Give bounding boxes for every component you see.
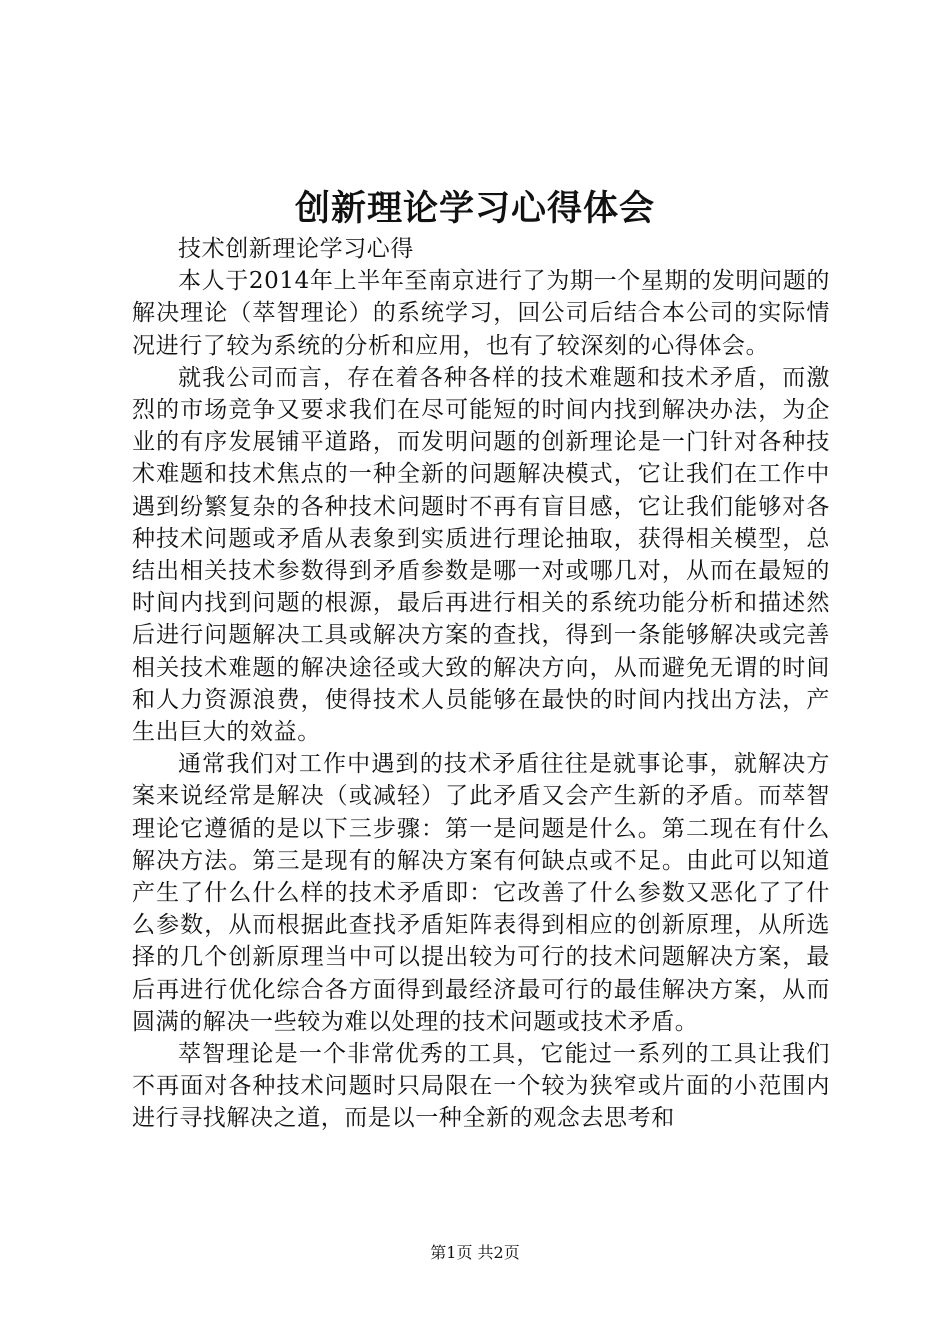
paragraph-subtitle: 技术创新理论学习心得	[178, 236, 414, 262]
page-footer: 第1页 共2页	[430, 1243, 520, 1262]
document-title: 创新理论学习心得体会	[294, 188, 655, 229]
document-body	[132, 233, 830, 1135]
paragraph: 就我公司而言，存在着各种各样的技术难题和技术矛盾，而激烈的市场竞争又要求我们在尽可能短的时间内找到解决办法，为企业的有序发展铺平道路，而发明问题的创新理论是一门针对各种技术难题和技术焦点的一种全新的问题解决模式，它让我们在工作中遇到纷繁复杂的各种技术问题时不再有盲目感，它让我们能够对各种技术问题或矛盾从表象到实质进行理论抽取，获得相关模型，总结出相关技术参数得到矛盾参数是哪一对或哪几对，从而在最短的时间内找到问题的根源，最后再进行相关的系统功能分析和描述然后进行问题解决工具或解决方案的查找，得到一条能够解决或完善相关技术难题的解决途径或大致的解决方向，从而避免无谓的时间和人力资源浪费，使得技术人员能够在最快的时间内找出方法，产生出巨大的效益。	[132, 364, 830, 746]
paragraph: 本人于2014年上半年至南京进行了为期一个星期的发明问题的解决理论（萃智理论）的系统学习，回公司后结合本公司的实际情况进行了较为系统的分析和应用，也有了较深刻的心得体会。	[132, 268, 830, 359]
paragraph: 萃智理论是一个非常优秀的工具，它能过一系列的工具让我们不再面对各种技术问题时只局限在一个较为狭窄或片面的小范围内进行寻找解决之道，而是以一种全新的观念去思考和	[132, 1041, 830, 1132]
paragraph: 通常我们对工作中遇到的技术矛盾往往是就事论事，就解决方案来说经常是解决（或减轻）了此矛盾又会产生新的矛盾。而萃智理论它遵循的是以下三步骤：第一是问题是什么。第二现在有什么解决方法。第三是现有的解决方案有何缺点或不足。由此可以知道产生了什么什么样的技术矛盾即：它改善了什么参数又恶化了了什么参数，从而根据此查找矛盾矩阵表得到相应的创新原理，从所选择的几个创新原理当中可以提出较为可行的技术问题解决方案，最后再进行优化综合各方面得到最经济最可行的最佳解决方案，从而圆满的解决一些较为难以处理的技术问题或技术矛盾。	[132, 751, 830, 1035]
